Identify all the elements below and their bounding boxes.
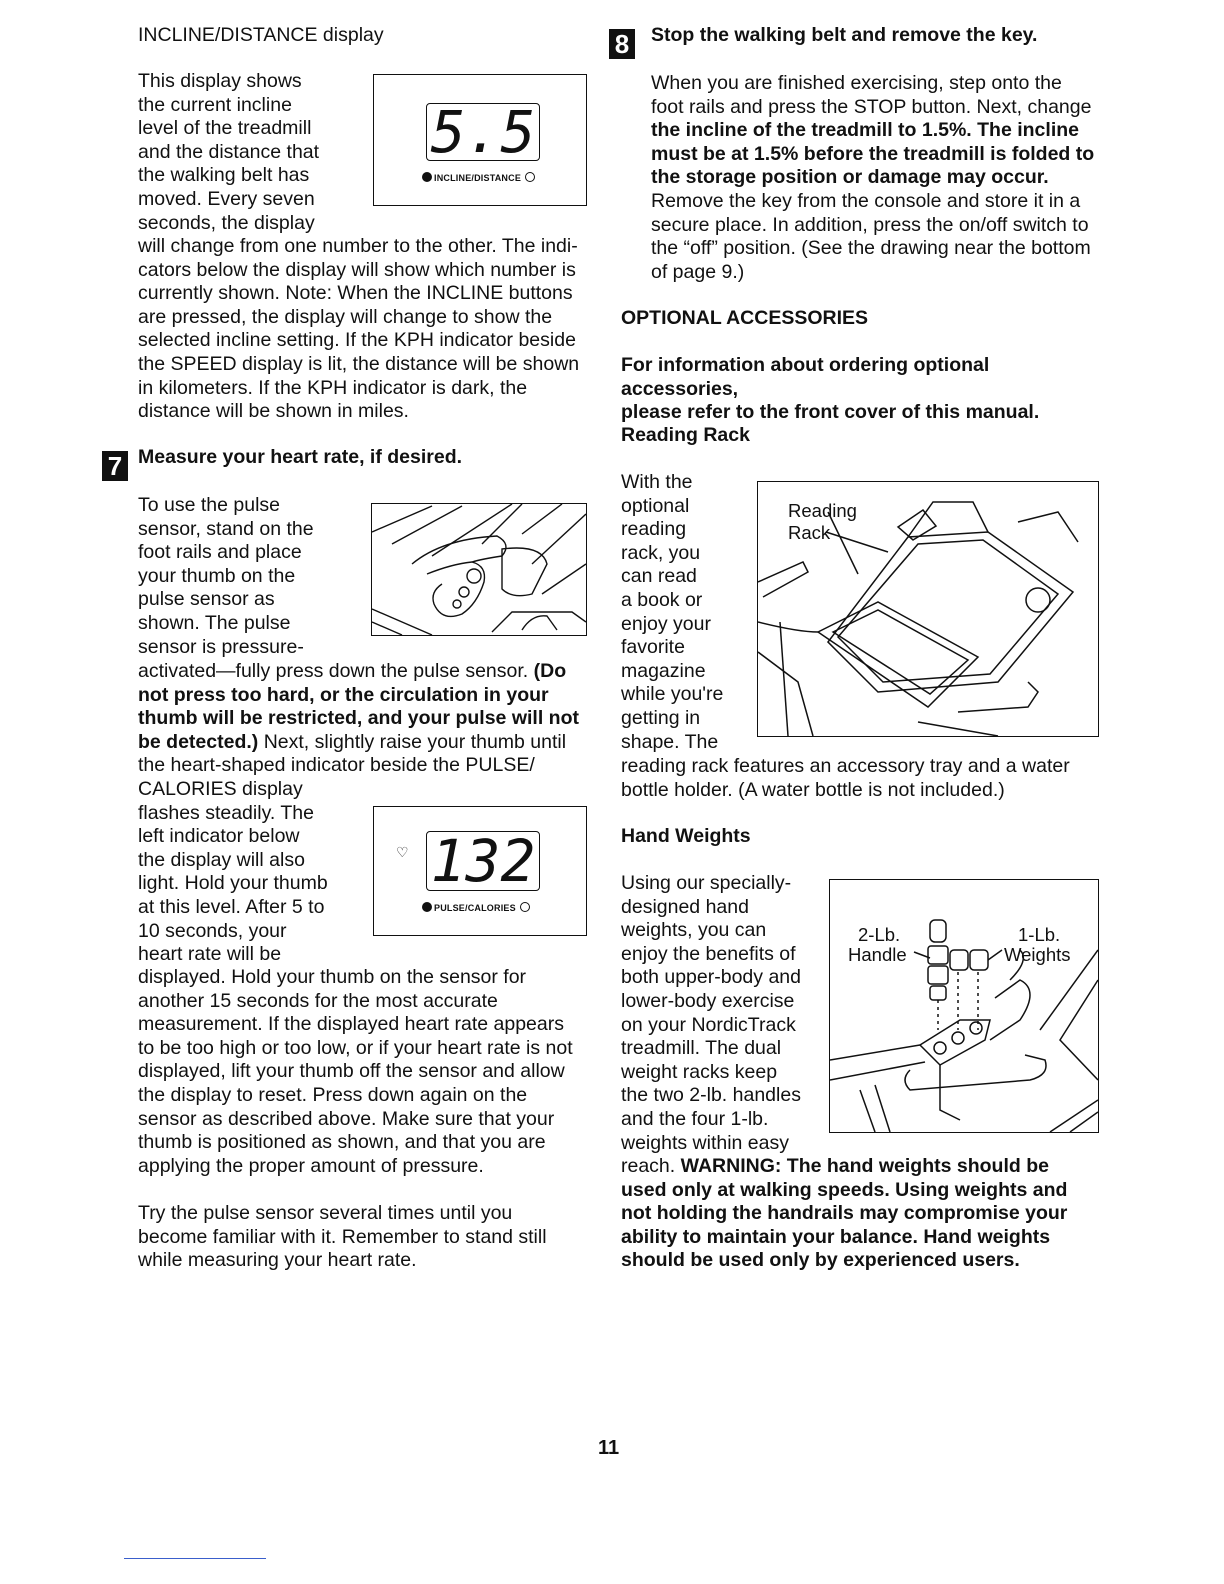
- text-line: getting in: [621, 706, 701, 729]
- thumb-on-sensor-drawing: [372, 504, 586, 635]
- text-line: favorite: [621, 636, 685, 659]
- hand-weights-body-text: [621, 1155, 1121, 1273]
- step-8-badge: 8: [609, 29, 635, 59]
- text-line: used only at walking speeds. Using weights and: [621, 1178, 1068, 1201]
- text-line: shown. The pulse: [138, 611, 291, 634]
- text-line: seconds, the display: [138, 211, 315, 234]
- text-line: the SPEED display is lit, the distance will be shown: [138, 352, 580, 375]
- led-empty-icon: [520, 902, 530, 912]
- text-line: secure place. In addition, press the on/off switch to: [651, 213, 1089, 236]
- incline-lcd-screen: [426, 98, 540, 166]
- text-line: the storage position or damage may occur.: [651, 166, 1049, 189]
- text-line: thumb will be restricted, and your pulse will not: [138, 707, 579, 730]
- text-line: not holding the handrails may compromise your: [621, 1202, 1068, 1225]
- text-line: please refer to the front cover of this manual.: [621, 401, 1040, 424]
- text-line: 10 seconds, your: [138, 919, 287, 942]
- text-line: the heart-shaped indicator beside the PULSE/: [138, 754, 535, 777]
- text-line: the “off” position. (See the drawing near the bottom: [651, 237, 1091, 260]
- text-line: For information about ordering optional accessories,: [621, 354, 990, 400]
- step-7-badge: 7: [102, 451, 128, 481]
- reading-rack-label-1: Reading: [788, 500, 857, 521]
- try-sensor-text: [138, 1202, 598, 1273]
- incline-display-label: INCLINE/DISTANCE: [422, 167, 535, 191]
- text-line: another 15 seconds for the most accurate: [138, 989, 498, 1012]
- incline-body-text: [138, 235, 598, 424]
- text-line: the incline of the treadmill to 1.5%. The incline: [651, 119, 1079, 142]
- text-line: heart rate will be: [138, 943, 282, 966]
- text-line: weight racks keep: [621, 1060, 778, 1083]
- led-filled-icon: [422, 902, 432, 912]
- hand-weights-wrap-text: [621, 872, 826, 1155]
- incline-distance-heading: INCLINE/DISTANCE display: [138, 24, 384, 46]
- text-line: and the four 1-lb.: [621, 1107, 769, 1130]
- text-line: When you are finished exercising, step onto the: [651, 72, 1062, 94]
- one-lb-label-1: 1-Lb.: [1018, 924, 1061, 945]
- text-line: should be used only by experienced users.: [621, 1249, 1020, 1272]
- text-line: enjoy your: [621, 612, 711, 635]
- text-line: Try the pulse sensor several times until you: [138, 1202, 513, 1224]
- text-line: sensor as described above. Make sure that your: [138, 1107, 555, 1130]
- reading-rack-label-2: Rack: [788, 522, 831, 543]
- text-line: currently shown. Note: When the INCLINE buttons: [138, 282, 573, 305]
- incline-display-value: 5.5: [430, 98, 536, 166]
- text-line: sensor is pressure-: [138, 635, 304, 658]
- text-line: moved. Every seven: [138, 187, 315, 210]
- step-7-title: Measure your heart rate, if desired.: [138, 446, 463, 468]
- incline-display-figure: [373, 74, 587, 206]
- text-line: displayed. Hold your thumb on the sensor for: [138, 966, 527, 988]
- text-line: shape. The: [621, 730, 719, 753]
- footer-rule: [124, 1558, 266, 1559]
- text-line: CALORIES display: [138, 778, 303, 800]
- text-line: light. Hold your thumb: [138, 872, 328, 895]
- text-line: a book or: [621, 588, 703, 611]
- text-line: This display shows: [138, 70, 302, 92]
- text-line: reading: [621, 518, 687, 541]
- text-line: Remove the key from the console and store it in a: [651, 189, 1081, 212]
- text-line: while you're: [621, 683, 724, 706]
- text-line: level of the treadmill: [138, 117, 312, 140]
- text-line: measurement. If the displayed heart rate appears: [138, 1013, 564, 1036]
- text-line: thumb is positioned as shown, and that you are: [138, 1131, 546, 1154]
- two-lb-label-1: 2-Lb.: [858, 924, 901, 945]
- led-filled-icon: [422, 172, 432, 182]
- text-line: be detected.) Next, slightly raise your thumb until: [138, 730, 567, 753]
- hand-weights-heading: Hand Weights: [621, 825, 751, 847]
- text-line: magazine: [621, 659, 706, 682]
- text-line: the walking belt has: [138, 164, 310, 187]
- text-line: while measuring your heart rate.: [138, 1249, 417, 1272]
- text-line: are pressed, the display will change to show the: [138, 305, 553, 328]
- hand-weights-drawing: [830, 880, 1098, 1132]
- text-line: your thumb on the: [138, 564, 296, 587]
- text-line: cators below the display will show which number is: [138, 258, 576, 281]
- pulse-body-text: [138, 660, 598, 778]
- text-line: the display to reset. Press down again on the: [138, 1083, 528, 1106]
- text-line: bottle holder. (A water bottle is not included.): [621, 778, 1005, 801]
- text-line: the current incline: [138, 93, 292, 116]
- pulse-display-value: 132: [430, 827, 536, 895]
- text-line: distance will be shown in miles.: [138, 400, 409, 423]
- text-line: selected incline setting. If the KPH indicator beside: [138, 329, 576, 352]
- text-line: will change from one number to the other. The indi-: [138, 235, 578, 257]
- two-lb-label-2: Handle: [848, 944, 907, 965]
- pulse-wrap-text-2: [138, 778, 373, 967]
- text-line: must be at 1.5% before the treadmill is folded to: [651, 142, 1095, 165]
- text-line: on your NordicTrack: [621, 1013, 796, 1036]
- step-8-body-text: [651, 72, 1121, 284]
- pulse-display-label: PULSE/CALORIES: [422, 897, 530, 921]
- hand-weights-illustration: [829, 879, 1099, 1133]
- text-line: at this level. After 5 to: [138, 895, 325, 918]
- text-line: foot rails and press the STOP button. Next, change: [651, 95, 1092, 118]
- text-line: treadmill. The dual: [621, 1037, 782, 1060]
- step-8-title: Stop the walking belt and remove the key.: [651, 24, 1038, 46]
- text-line: foot rails and place: [138, 541, 302, 564]
- text-line: pulse sensor as: [138, 588, 275, 611]
- text-line: and the distance that: [138, 140, 320, 163]
- text-line: weights within easy: [621, 1131, 789, 1154]
- text-line: reach. WARNING: The hand weights should be: [621, 1155, 1049, 1177]
- optional-accessories-heading: OPTIONAL ACCESSORIES: [621, 307, 869, 329]
- pulse-body-text-2: [138, 966, 598, 1178]
- text-line: optional: [621, 494, 690, 517]
- text-line: sensor, stand on the: [138, 517, 314, 540]
- text-line: enjoy the benefits of: [621, 942, 796, 965]
- reading-rack-heading: Reading Rack: [621, 424, 750, 446]
- text-line: become familiar with it. Remember to stand still: [138, 1225, 547, 1248]
- text-line: designed hand: [621, 895, 749, 918]
- text-line: Using our specially-: [621, 872, 792, 894]
- text-line: ability to maintain your balance. Hand weights: [621, 1225, 1051, 1248]
- one-lb-label-2: Weights: [1004, 944, 1071, 965]
- text-line: To use the pulse: [138, 494, 281, 516]
- optional-info-text: [621, 354, 1111, 425]
- reading-body-text: [621, 755, 1111, 802]
- text-line: not press too hard, or the circulation in your: [138, 683, 549, 706]
- pulse-wrap-text: [138, 494, 373, 659]
- text-line: activated—fully press down the pulse sensor. (Do: [138, 660, 567, 682]
- text-line: in kilometers. If the KPH indicator is dark, the: [138, 376, 528, 399]
- page-number: 11: [598, 1437, 620, 1459]
- text-line: With the: [621, 471, 693, 493]
- text-line: reading rack features an accessory tray and a water: [621, 755, 1070, 777]
- led-empty-icon: [525, 172, 535, 182]
- reading-rack-illustration: [757, 481, 1099, 737]
- text-line: applying the proper amount of pressure.: [138, 1154, 484, 1177]
- pulse-display-figure: [373, 806, 587, 936]
- text-line: rack, you: [621, 541, 701, 564]
- text-line: weights, you can: [621, 919, 767, 942]
- incline-wrap-text: [138, 70, 378, 235]
- text-line: can read: [621, 565, 697, 588]
- pulse-sensor-illustration: [371, 503, 587, 636]
- text-line: both upper-body and: [621, 966, 801, 989]
- heart-icon: ♡: [396, 844, 409, 860]
- text-line: lower-body exercise: [621, 989, 795, 1012]
- text-line: to be too high or too low, or if your heart rate is not: [138, 1036, 573, 1059]
- text-line: left indicator below: [138, 825, 300, 848]
- text-line: of page 9.): [651, 260, 745, 283]
- text-line: displayed, lift your thumb off the sensor and allow: [138, 1060, 565, 1083]
- pulse-lcd-screen: [426, 827, 540, 895]
- text-line: the display will also: [138, 848, 305, 871]
- text-line: the two 2-lb. handles: [621, 1084, 801, 1107]
- reading-wrap-text: [621, 471, 751, 754]
- text-line: flashes steadily. The: [138, 801, 314, 824]
